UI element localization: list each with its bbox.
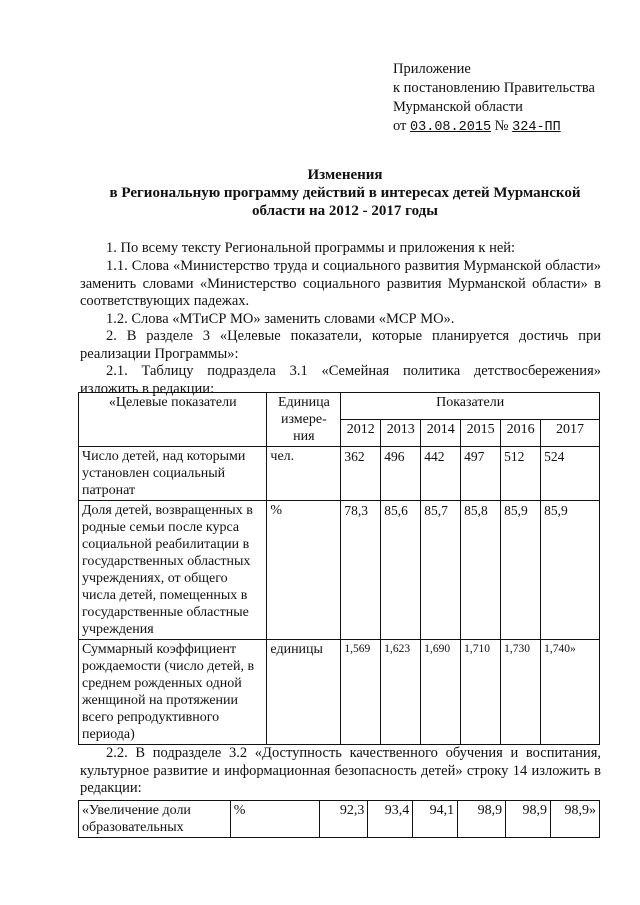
row-value: 85,7: [421, 501, 461, 640]
paragraph-2-1: 2.1. Таблицу подраздела 3.1 «Семейная политика детствосбережения» изложить в редакции:: [80, 363, 601, 397]
from-label: от: [393, 118, 407, 134]
year-2017: 2017: [541, 420, 600, 447]
row-value: 1,740»: [541, 640, 600, 745]
row-value: 98,9»: [551, 801, 600, 838]
appendix-block: [393, 60, 595, 137]
row-value: 497: [461, 447, 501, 501]
year-2013: 2013: [381, 420, 421, 447]
row-value: 1,710: [461, 640, 501, 745]
table-row: [79, 801, 600, 838]
resolution-number: 324-ПП: [512, 120, 561, 135]
document-title: [80, 166, 610, 220]
header-values: Показатели: [341, 393, 600, 420]
row-indicator: «Увеличение доли образовательных: [79, 801, 231, 838]
year-2012: 2012: [341, 420, 381, 447]
row-value: 98,9: [506, 801, 551, 838]
row-value: 524: [541, 447, 600, 501]
paragraph-1: 1. По всему тексту Региональной программы и приложения к ней:: [106, 240, 516, 256]
title-line-2: в Региональную программу действий в интересах детей Мурманской: [109, 185, 581, 201]
row-indicator: Число детей, над которыми установлен социальный патронат: [79, 447, 267, 501]
year-2015: 2015: [461, 420, 501, 447]
row-unit: чел.: [267, 447, 341, 501]
row-indicator: Доля детей, возвращенных в родные семьи после курса социальной реабилитации в государственных областных учреждениях, от общего числа детей, помещенных в государственные областные учреждения: [79, 501, 267, 640]
paragraph-2-2: 2.2. В подразделе 3.2 «Доступность качественного обучения и воспитания, культурное развитие и информационная безопасность детей» строку 14 изложить в редакции:: [80, 745, 601, 797]
row-value: 512: [501, 447, 541, 501]
row-value: 85,8: [461, 501, 501, 640]
row-value: 85,6: [381, 501, 421, 640]
appendix-date-line: [393, 117, 595, 137]
row-value: 85,9: [541, 501, 600, 640]
title-line-3: области на 2012 - 2017 годы: [252, 203, 438, 219]
row-unit: %: [230, 801, 320, 838]
appendix-line-3: Мурманской области: [393, 99, 523, 115]
row-value: 496: [381, 447, 421, 501]
education-row-table: [78, 800, 600, 838]
row-value: 93,4: [368, 801, 413, 838]
row-value: 85,9: [501, 501, 541, 640]
row-value: 1,569: [341, 640, 381, 745]
row-value: 92,3: [320, 801, 368, 838]
table-row: [79, 501, 600, 640]
row-value: 94,1: [413, 801, 458, 838]
resolution-date: 03.08.2015: [410, 120, 492, 135]
year-2014: 2014: [421, 420, 461, 447]
row-value: 98,9: [458, 801, 506, 838]
row-value: 442: [421, 447, 461, 501]
number-label: №: [494, 118, 509, 134]
header-indicator: «Целевые показатели: [79, 393, 267, 447]
row-value: 1,730: [501, 640, 541, 745]
table-row: [79, 640, 600, 745]
row-value: 362: [341, 447, 381, 501]
row-value: 1,690: [421, 640, 461, 745]
row-unit: %: [267, 501, 341, 640]
appendix-line-2: к постановлению Правительства: [393, 80, 595, 96]
row-value: 1,623: [381, 640, 421, 745]
year-2016: 2016: [501, 420, 541, 447]
paragraph-1-1: 1.1. Слова «Министерство труда и социального развития Мурманской области» заменить словами «Министерство социального развития Мурманской области» в соответствующих падежах.: [80, 258, 601, 310]
header-unit: Единица измере-ния: [267, 393, 341, 447]
family-policy-table: [78, 392, 600, 745]
row-value: 78,3: [341, 501, 381, 640]
appendix-line-1: Приложение: [393, 61, 471, 77]
title-line-1: Изменения: [307, 167, 383, 183]
paragraph-1-2: 1.2. Слова «МТиСР МО» заменить словами «МСР МО».: [106, 311, 455, 327]
table-row: [79, 447, 600, 501]
paragraph-2: 2. В разделе 3 «Целевые показатели, которые планируется достичь при реализации Программы»:: [80, 328, 601, 362]
row-unit: единицы: [267, 640, 341, 745]
row-indicator: Суммарный коэффициент рождаемости (число детей, в среднем рожденных одной женщиной на протяжении всего репродуктивного периода): [79, 640, 267, 745]
